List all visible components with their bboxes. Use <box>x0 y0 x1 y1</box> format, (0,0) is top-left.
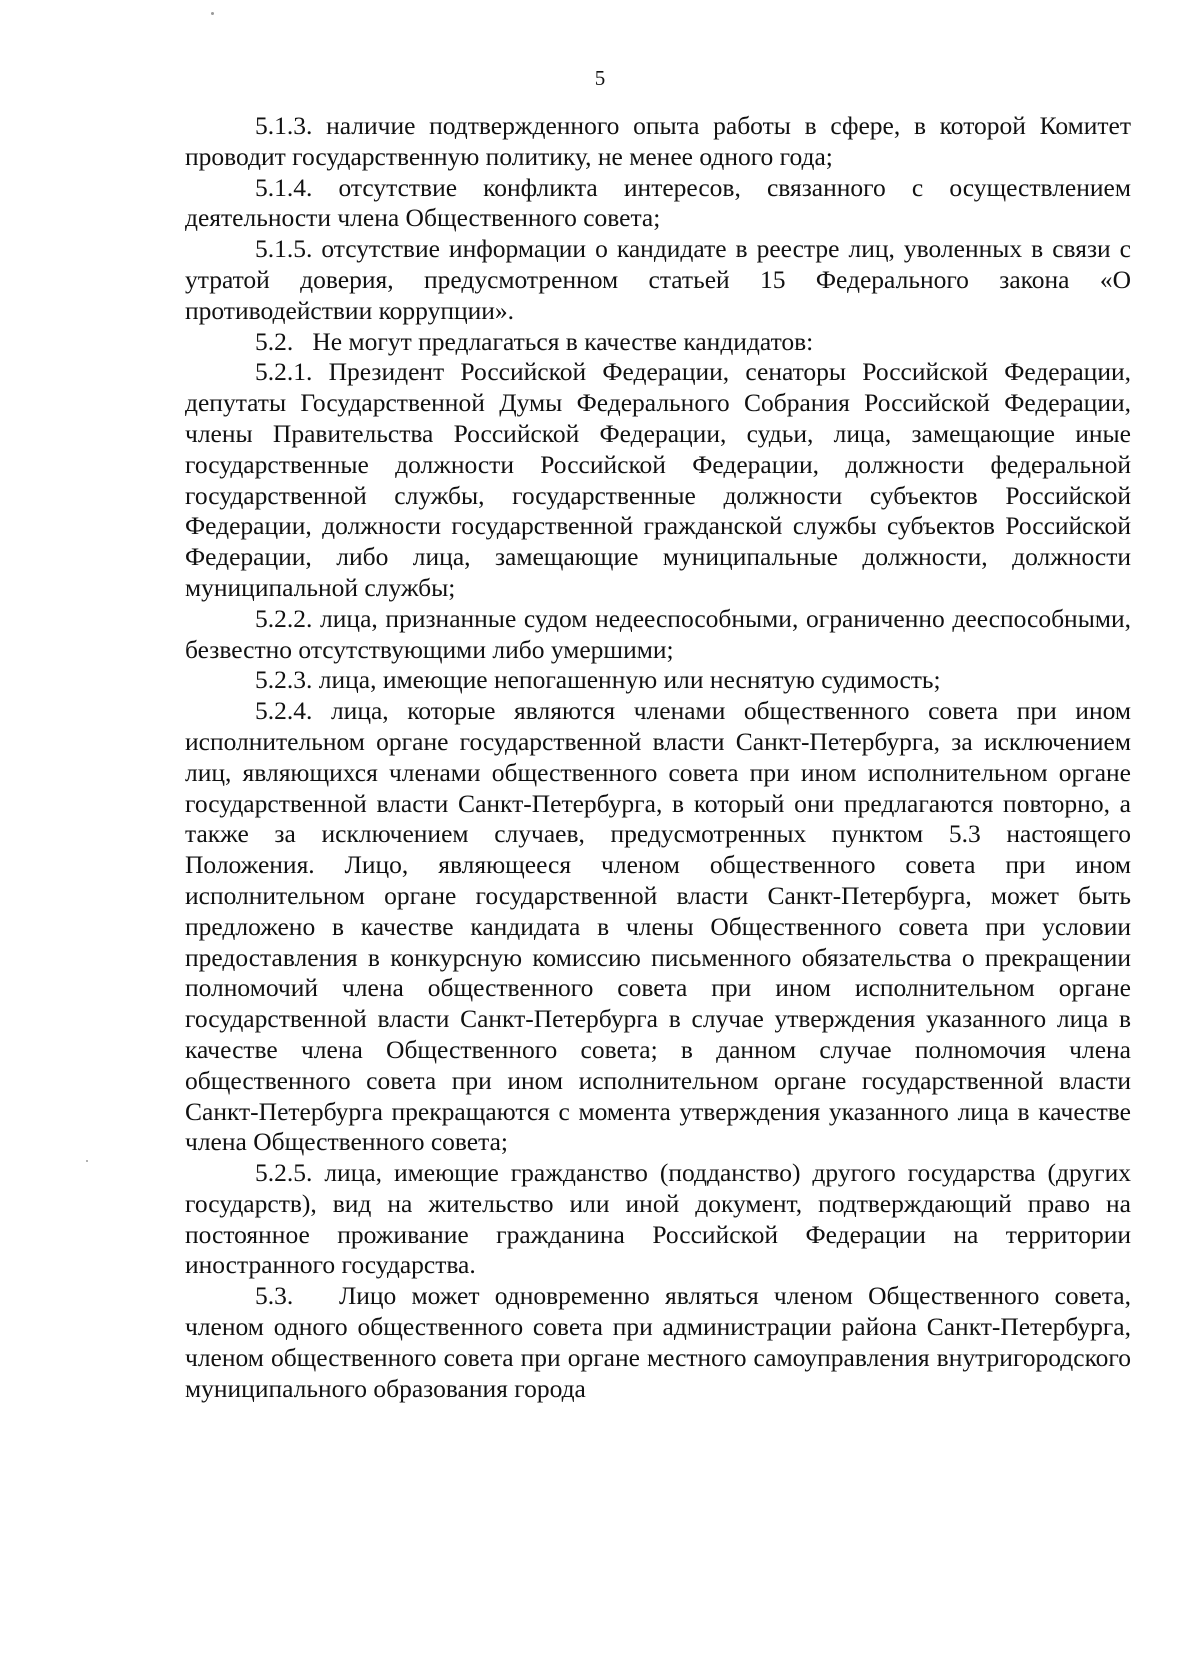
paragraph-5-1-4: 5.1.4. отсутствие конфликта интересов, связанного с осуществлением деятельности члена Общественного совета; <box>185 172 1131 233</box>
scan-speck <box>86 1160 88 1162</box>
paragraph-5-2-4: 5.2.4. лица, которые являются членами общественного совета при ином исполнительном органе государственной власти Санкт-Петербурга, за исключением лиц, являющихся членами общественного совета при ином исполнительном органе государственной власти Санкт-Петербурга, в который они предлагаются повторно, а также за исключением случаев, предусмотренных пунктом 5.3 настоящего Положения. Лицо, являющееся членом общественного совета при ином исполнительном органе государственной власти Санкт-Петербурга, может быть предложено в качестве кандидата в члены Общественного совета при условии предоставления в конкурсную комиссию письменного обязательства о прекращении полномочий члена общественного совета при ином исполнительном органе государственной власти Санкт-Петербурга в случае утверждения указанного лица в качестве члена Общественного совета; в данном случае полномочия члена общественного совета при ином исполнительном органе государственной власти Санкт-Петербурга прекращаются с момента утверждения указанного лица в качестве члена Общественного совета; <box>185 696 1131 1157</box>
paragraph-5-2: 5.2. Не могут предлагаться в качестве кандидатов: <box>255 326 814 356</box>
paragraph-5-2-1: 5.2.1. Президент Российской Федерации, сенаторы Российской Федерации, депутаты Государственной Думы Федерального Собрания Российской Федерации, члены Правительства Российской Федерации, судьи, лица, замещающие иные государственные должности Российской Федерации, должности федеральной государственной службы, государственные должности субъектов Российской Федерации, должности государственной гражданской службы субъектов Российской Федерации, либо лица, замещающие муниципальные должности, должности муниципальной службы; <box>185 357 1131 602</box>
paragraph-5-2-3: 5.2.3. лица, имеющие непогашенную или неснятую судимость; <box>255 665 941 695</box>
paragraph-5-2-5: 5.2.5. лица, имеющие гражданство (подданство) другого государства (других государств), вид на жительство или иной документ, подтверждающий право на постоянное проживание гражданина Российской Федерации на территории иностранного государства. <box>185 1158 1131 1280</box>
paragraph-5-3: 5.3. Лицо может одновременно являться членом Общественного совета, членом одного общественного совета при администрации района Санкт-Петербурга, членом общественного совета при органе местного самоуправления внутригородского муниципального образования города <box>185 1281 1138 1403</box>
paragraph-5-1-5: 5.1.5. отсутствие информации о кандидате в реестре лиц, уволенных в связи с утратой доверия, предусмотренном статьей 15 Федерального закона «О противодействии коррупции». <box>185 234 1131 325</box>
paragraph-5-2-2: 5.2.2. лица, признанные судом недееспособными, ограниченно дееспособными, безвестно отсутствующими либо умершими; <box>185 603 1131 664</box>
document-body <box>185 111 1138 1404</box>
paragraph-5-1-3: 5.1.3. наличие подтвержденного опыта работы в сфере, в которой Комитет проводит государственную политику, не менее одного года; <box>185 111 1131 171</box>
scan-speck <box>211 12 214 15</box>
page-number: 5 <box>594 66 606 90</box>
